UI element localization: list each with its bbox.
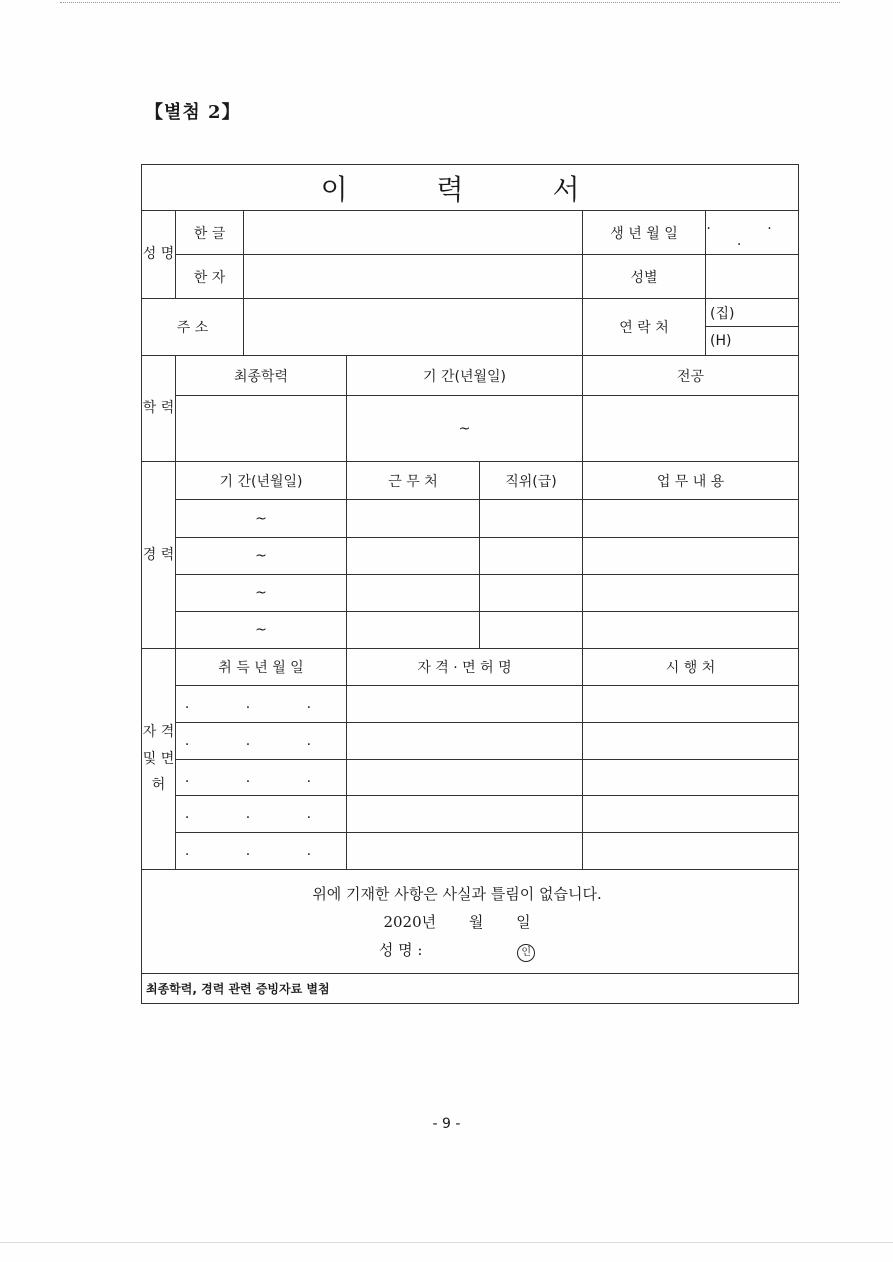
career-workplace-field[interactable] bbox=[347, 538, 480, 575]
home-phone-field[interactable]: (집) bbox=[706, 299, 799, 327]
education-degree-field[interactable] bbox=[176, 396, 347, 462]
scan-header-line bbox=[60, 2, 840, 7]
career-duties-field[interactable] bbox=[583, 500, 799, 538]
birth-date-field[interactable]: . . . bbox=[706, 211, 799, 255]
career-period-field[interactable]: ~ bbox=[176, 612, 347, 649]
license-issuer-field[interactable] bbox=[583, 833, 799, 870]
form-title: 이 력 서 bbox=[142, 165, 799, 211]
license-name-field[interactable] bbox=[347, 760, 583, 796]
license-date-field[interactable]: . . . bbox=[176, 686, 347, 723]
career-duties-field[interactable] bbox=[583, 612, 799, 649]
career-period-field[interactable]: ~ bbox=[176, 575, 347, 612]
career-duties-field[interactable] bbox=[583, 538, 799, 575]
attachment-label: 【별첨 2】 bbox=[145, 102, 241, 123]
career-position-field[interactable] bbox=[480, 575, 583, 612]
career-header-period: 기 간(년월일) bbox=[176, 462, 347, 500]
career-header-position: 직위(급) bbox=[480, 462, 583, 500]
hangul-name-field[interactable] bbox=[244, 211, 583, 255]
declaration-block bbox=[142, 870, 799, 974]
contact-label: 연 락 처 bbox=[583, 299, 706, 356]
license-header-date: 취 득 년 월 일 bbox=[176, 649, 347, 686]
scan-footer-line bbox=[0, 1242, 893, 1243]
footnote: 최종학력, 경력 관련 증빙자료 별첨 bbox=[142, 974, 799, 1004]
career-workplace-field[interactable] bbox=[347, 575, 480, 612]
career-header-duties: 업 무 내 용 bbox=[583, 462, 799, 500]
hanja-label: 한 자 bbox=[176, 255, 244, 299]
license-date-field[interactable]: . . . bbox=[176, 833, 347, 870]
license-name-field[interactable] bbox=[347, 686, 583, 723]
education-header-major: 전공 bbox=[583, 356, 799, 396]
address-field[interactable] bbox=[244, 299, 583, 356]
hangul-label: 한 글 bbox=[176, 211, 244, 255]
career-label: 경 력 bbox=[142, 462, 176, 649]
license-header-issuer: 시 행 처 bbox=[583, 649, 799, 686]
birth-label: 생 년 월 일 bbox=[583, 211, 706, 255]
education-label: 학 력 bbox=[142, 356, 176, 462]
education-header-degree: 최종학력 bbox=[176, 356, 347, 396]
career-duties-field[interactable] bbox=[583, 575, 799, 612]
gender-field[interactable] bbox=[706, 255, 799, 299]
seal-icon: 인 bbox=[517, 944, 535, 962]
license-name-field[interactable] bbox=[347, 833, 583, 870]
license-issuer-field[interactable] bbox=[583, 796, 799, 833]
license-header-name: 자 격 · 면 허 명 bbox=[347, 649, 583, 686]
education-period-field[interactable]: ~ bbox=[347, 396, 583, 462]
declaration-statement: 위에 기재한 사항은 사실과 틀림이 없습니다. bbox=[312, 884, 602, 903]
career-workplace-field[interactable] bbox=[347, 500, 480, 538]
career-header-workplace: 근 무 처 bbox=[347, 462, 480, 500]
license-date-field[interactable]: . . . bbox=[176, 760, 347, 796]
signature-label: 성 명 : bbox=[378, 940, 423, 959]
declaration-signature bbox=[142, 936, 772, 964]
resume-form bbox=[141, 164, 799, 1004]
license-label: 자 격 및 면 허 bbox=[142, 649, 176, 870]
license-date-field[interactable]: . . . bbox=[176, 796, 347, 833]
career-position-field[interactable] bbox=[480, 500, 583, 538]
career-position-field[interactable] bbox=[480, 538, 583, 575]
career-period-field[interactable]: ~ bbox=[176, 500, 347, 538]
career-workplace-field[interactable] bbox=[347, 612, 480, 649]
license-date-field[interactable]: . . . bbox=[176, 723, 347, 760]
license-issuer-field[interactable] bbox=[583, 760, 799, 796]
education-major-field[interactable] bbox=[583, 396, 799, 462]
name-label: 성 명 bbox=[142, 211, 176, 299]
license-issuer-field[interactable] bbox=[583, 723, 799, 760]
page-number: - 9 - bbox=[432, 1116, 461, 1132]
mobile-phone-field[interactable]: (H) bbox=[706, 327, 799, 356]
license-name-field[interactable] bbox=[347, 723, 583, 760]
address-label: 주 소 bbox=[142, 299, 244, 356]
education-header-period: 기 간(년월일) bbox=[347, 356, 583, 396]
gender-label: 성별 bbox=[583, 255, 706, 299]
career-position-field[interactable] bbox=[480, 612, 583, 649]
declaration-date: 2020년 월 일 bbox=[383, 912, 531, 931]
career-period-field[interactable]: ~ bbox=[176, 538, 347, 575]
hanja-name-field[interactable] bbox=[244, 255, 583, 299]
license-issuer-field[interactable] bbox=[583, 686, 799, 723]
license-name-field[interactable] bbox=[347, 796, 583, 833]
